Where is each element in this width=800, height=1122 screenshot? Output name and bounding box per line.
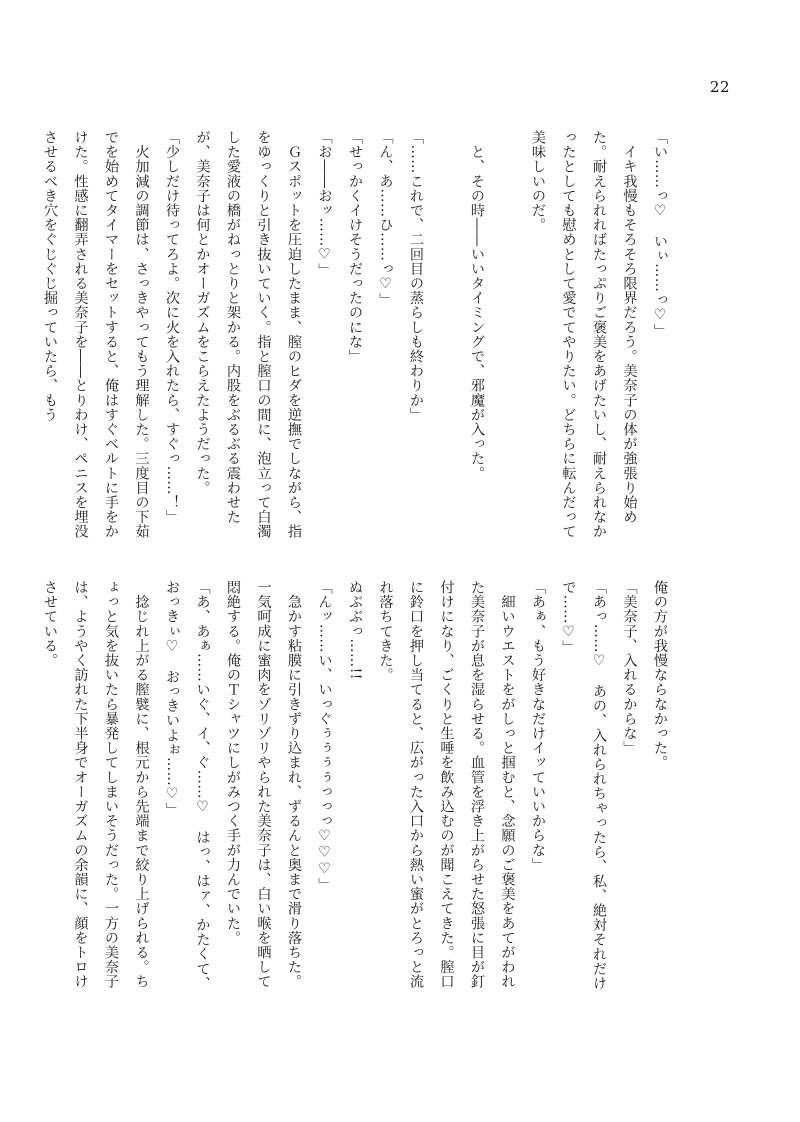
paragraph: 火加減の調節は、さっきやってもう理解した。三度目の下茹でを始めてタイマーをセットすると、俺はすぐベルトに手をかけた。性感に翻弄される美奈子を――とりわけ、ペニスを埋没させるべき穴をぐじぐじ掘っていたら、もう xyxy=(42,130,150,539)
paragraph: 俺の方が我慢ならなかった。 xyxy=(652,580,668,770)
dialogue-line: 「あぁ、もう好きなだけイッていいからな」 xyxy=(530,580,546,872)
bottom-text-block xyxy=(42,580,675,994)
dialogue-line: 「……これで、二回目の蒸らしも終わりか」 xyxy=(408,130,424,422)
dialogue-line: 「あっ……♡ あの、入れられちゃったら、私、絶対それだけで……♡」 xyxy=(560,580,607,991)
paragraph: 「い……っ♡ いぃ……っ♡」 xyxy=(652,130,668,338)
dialogue-line: 「ん、あ……ひ……っ♡」 xyxy=(377,130,394,307)
dialogue-line: 「少しだけ待ってろよ。次に火を入れたら、すぐっ……！」 xyxy=(164,130,180,525)
paragraph: 捻じれ上がる膣襞に、根元から先端まで絞り上げられる。ちょっと気を抜いたら暴発してしまいそうだった。一方の美奈子は、ようやく訪れた下半身でオーガズムの余韻に、顔をトロけさせている。 xyxy=(42,580,150,989)
top-text-block xyxy=(42,130,675,544)
paragraph: と、その時――いいタイミングで、邪魔が入った。 xyxy=(469,130,485,481)
blank-line xyxy=(492,130,523,544)
paragraph: 急かす粘膜に引きずり込まれ、ずるんと奥まで滑り落ちた。一気呵成に蜜肉をゾリゾリやられた美奈子は、白い喉を晒して悶絶する。俺のＴシャツにしがみつく手が力んでいた。 xyxy=(225,580,302,989)
page-number: 22 xyxy=(709,78,730,96)
paragraph: 細いウエストをがしっと掴むと、念願のご褒美をあてがわれた美奈子が息を湿らせる。血管を浮き上がらせた怒張に目が釘付けになり、ごくりと生唾を飲み込むのが聞こえてきた。膣口に鈴口を押し当てると、広がった入口から熱い蜜がとろっと流れ落ちてきた。 xyxy=(377,580,516,989)
dialogue-line: 「あ、あぁ……いぐ、イ、ぐ……♡ はっ、はァ、かたくて、おっきぃ♡ おっきいよぉ……♡」 xyxy=(164,580,211,991)
dialogue-line: 「お――おッ……♡」 xyxy=(316,130,333,278)
dialogue-line: 「美奈子、入れるからな」 xyxy=(621,580,638,756)
dialogue-line: 「せっかくイけそうだったのにな」 xyxy=(347,130,363,364)
paragraph: Ｇスポットを圧迫したまま、膣のヒダを逆撫でしながら、指をゆっくりと引き抜いていく。指と膣口の間に、泡立って白濁した愛液の橋がねっとりと架かる。内股をぶるぶる震わせたが、美奈子は何とかオーガズムをこらえたようだった。 xyxy=(194,130,302,539)
blank-line xyxy=(431,130,462,544)
paragraph: イキ我慢もそろそろ限界だろう。美奈子の体が強張り始めた。耐えられればたっぷりご褒美をあげたいし、耐えられなかったとしても慰めとして愛でてやりたい。どちらに転んだって美味しいのだ。 xyxy=(530,130,638,539)
dialogue-line: 「んッ……い、いっぐぅぅぅぅっっっ♡♡♡」 xyxy=(316,580,333,892)
sound-effect-line: ぬぶぶっ……!! xyxy=(347,580,363,680)
